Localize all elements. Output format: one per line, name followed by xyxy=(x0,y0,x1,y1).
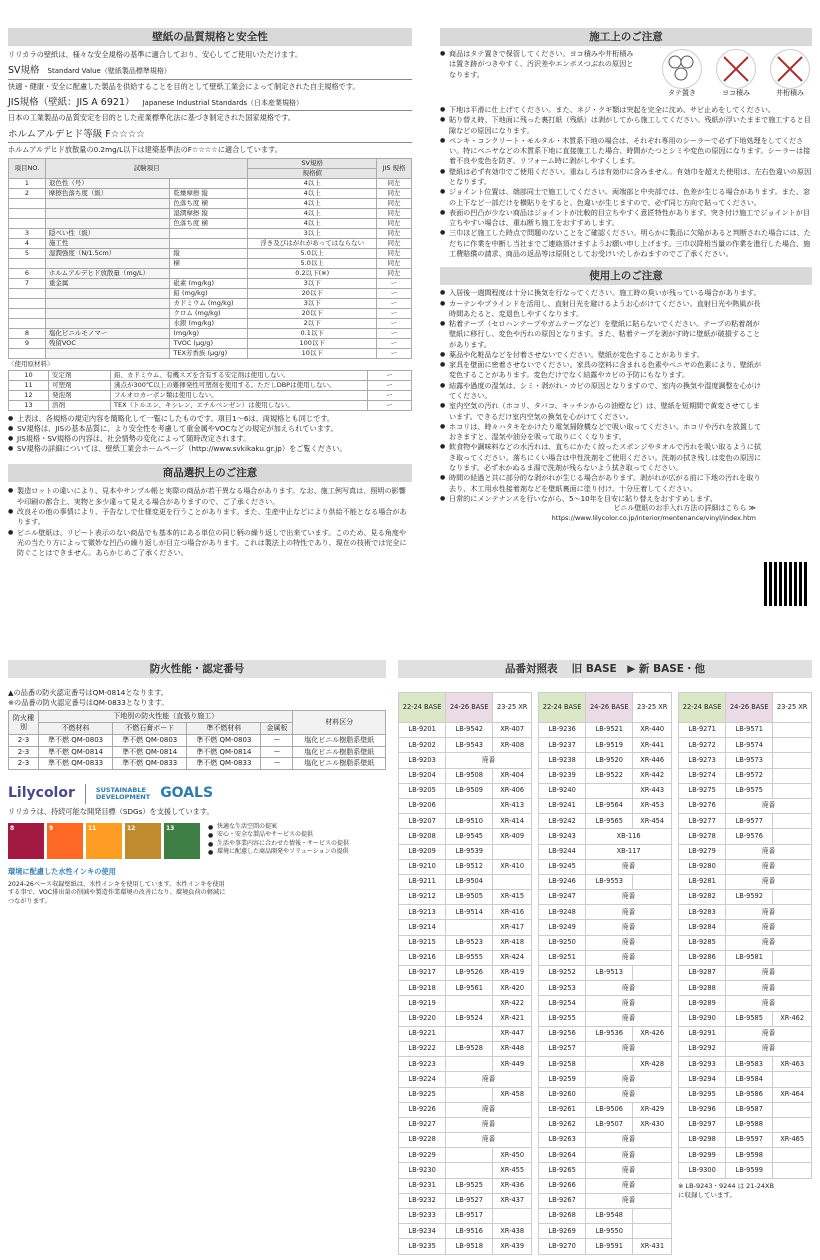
sdg-11-icon: 11 xyxy=(86,823,122,859)
table-row: 12 発泡剤 フルオロカーボン類は使用しない。 ー xyxy=(9,390,412,400)
th-no: 項目NO. xyxy=(9,159,46,179)
table-row: LB-9266 廃番 xyxy=(539,1178,672,1193)
table-row: LB-9213 LB-9514 XR-416 xyxy=(399,905,532,920)
table-row: LB-9201 LB-9542 XR-407 xyxy=(399,723,532,738)
sdg-9-icon: 9 xyxy=(47,823,83,859)
table-row: LB-9224 廃番 xyxy=(399,1072,532,1087)
quality-section xyxy=(8,28,412,558)
th-sv-val: 規格値 xyxy=(248,169,377,179)
list-item: ● 室内空気の汚れ（ホコリ、タバコ、キッチンからの油煙など）は、壁紙を短期間で黄変させてしまいます。できるだけ室内空気の換気を心がけてください。 xyxy=(440,401,762,422)
table-row: LB-9280 廃番 xyxy=(679,859,812,874)
table-row: 5 湿潤強度（N/1.5cm） 縦 5.0以上 同左 xyxy=(9,249,412,259)
table-row: LB-9217 LB-9526 XR-419 xyxy=(399,966,532,981)
table-row: LB-9241 LB-9564 XR-453 xyxy=(539,798,672,813)
table-row: LB-9292 廃番 xyxy=(679,1041,812,1056)
list-item: ● カーテンやブラインドを活用し、直射日光を避けるようお心がけてください。直射日光や熱風が長時間あたると、変退色しやすくなります。 xyxy=(440,299,762,320)
table-row: LB-9298 LB-9597 XR-465 xyxy=(679,1133,812,1148)
sdg-8-icon: 8 xyxy=(8,823,44,859)
table-row: LB-9222 LB-9528 XR-448 xyxy=(399,1041,532,1056)
quality-intro: リリカラの壁紙は、様々な安全規格の基準に適合しており、安心してご使用いただけます。 xyxy=(8,50,303,59)
list-item: ● SV規格は、JISの基本品質に、より安全性を考慮して重金属やVOCなどの規定が加えられています。 xyxy=(8,424,412,434)
table-row: LB-9239 LB-9522 XR-442 xyxy=(539,768,672,783)
table-row: LB-9263 廃番 xyxy=(539,1133,672,1148)
ink-desc: 2024-26ベース収録壁紙は、水性インキを使用しています。水性インキを使用する事で、VOC排出量の削減や製造作業環境の改善になり、環境負荷の軽減につながります。 xyxy=(8,880,226,906)
table-row: LB-9202 LB-9543 XR-408 xyxy=(399,738,532,753)
table-row: LB-9249 廃番 xyxy=(539,920,672,935)
sdgs-header xyxy=(8,784,386,804)
th-col: 準不燃材料 xyxy=(187,723,261,735)
product-table-3: 22-24 BASE 24-26 BASE 23-25 XR LB-9271 LB-9571 LB-9272 LB-9574 LB-9273 LB-9573 LB-9274 LB-9572 LB-9275 LB-9575 LB-9276 廃番 LB-9277 LB-9577 LB-9278 LB-9576 LB-9279 廃番 LB-9280 廃番 LB-9281 廃番 LB-9282 LB-9592 LB-9283 廃番 LB-9284 廃番 LB-9285 廃番 LB-9286 LB-9581 LB-9287 廃番 LB-9288 廃番 LB-9289 廃番 LB-9290 LB-9585 XR-462 LB-9291 廃番 LB-9292 廃番 LB-9293 LB-9583 XR-463 LB-9294 LB-9584 LB-9295 LB-9586 XR-464 LB-9296 LB-9587 LB-9297 LB-9588 LB-9298 LB-9597 XR-465 LB-9299 LB-9598 LB-9300 LB-9599 xyxy=(678,692,812,1179)
sv-title: SV規格 Standard Value（壁紙製品標準規格） xyxy=(8,64,412,79)
table-row: LB-9237 LB-9519 XR-441 xyxy=(539,738,672,753)
sv-desc: 快適・健康・安全に配慮した製品を供給することを目的として壁紙工業会によって制定された自主規格です。 xyxy=(8,81,360,91)
table-row: LB-9288 廃番 xyxy=(679,981,812,996)
list-item: ● 日常的にメンテナンスを行いながら、5〜10年を目安に貼り替えをおすすめします。 xyxy=(440,494,762,504)
table-row: LB-9245 廃番 xyxy=(539,859,672,874)
table-row: LB-9248 廃番 xyxy=(539,905,672,920)
selection-list xyxy=(8,486,412,558)
table-row: LB-9300 LB-9599 xyxy=(679,1163,812,1178)
table-row: LB-9284 廃番 xyxy=(679,920,812,935)
horizontal-stack-icon xyxy=(716,49,756,89)
sdgs-desc: リリカラは、持続可能な開発目標（SDGs）を支援しています。 xyxy=(8,807,214,817)
table-row: LB-9277 LB-9577 xyxy=(679,814,812,829)
use-title: 〈使用原材料〉 xyxy=(8,360,54,369)
table-row: LB-9232 LB-9527 XR-437 xyxy=(399,1193,532,1208)
list-item: ● 壁紙は必ず有効巾でご使用ください。重ねしろは有効巾に含みません。有効巾を超えた使用は、左右色違いの原因となります。 xyxy=(440,167,812,188)
table-row: LB-9252 LB-9513 xyxy=(539,966,672,981)
table-row: LB-9203 廃番 xyxy=(399,753,532,768)
list-item: ● ホコリは、時々ハタキをかけたり電気掃除機などで吸い取ってください。ホコリや汚れを放置しておきますと、湿気や油分を吸って取りにくくなります。 xyxy=(440,422,762,443)
product-table-1: 22-24 BASE 24-26 BASE 23-25 XR LB-9201 LB-9542 XR-407 LB-9202 LB-9543 XR-408 LB-9203 廃番 LB-9204 LB-9508 XR-404 LB-9205 LB-9509 XR-406 LB-9206 XR-413 LB-9207 LB-9510 XR-414 LB-9208 LB-9545 XR-409 LB-9209 LB-9539 LB-9210 LB-9512 XR-410 LB-9211 LB-9504 LB-9212 LB-9505 XR-415 LB-9213 LB-9514 XR-416 LB-9214 XR-417 LB-9215 LB-9523 XR-418 LB-9216 LB-9555 XR-424 LB-9217 LB-9526 XR-419 LB-9218 LB-9561 XR-420 LB-9219 XR-422 LB-9220 LB-9524 XR-421 LB-9221 XR-447 LB-9222 LB-9528 XR-448 LB-9223 XR-449 LB-9224 廃番 LB-9225 XR-458 LB-9226 廃番 LB-9227 廃番 LB-9228 廃番 LB-9229 XR-450 LB-9230 XR-455 LB-9231 LB-9525 XR-436 LB-9232 LB-9527 XR-437 LB-9233 LB-9517 LB-9234 LB-9516 XR-438 LB-9235 LB-9518 XR-439 xyxy=(398,692,532,1255)
fire-note1: ▲の品番の防火認定番号はQM-0814となります。 xyxy=(8,688,168,697)
table-row: 色落ち度 横 4以上 同左 xyxy=(9,219,412,229)
table-row: LB-9290 LB-9585 XR-462 xyxy=(679,1011,812,1026)
table-row: LB-9230 XR-455 xyxy=(399,1163,532,1178)
table-row: TEX芳香族 (μg/g) 10以下 ー xyxy=(9,349,412,359)
construction-list xyxy=(440,105,812,259)
table-row: 1 退色性（号） 4以上 同左 xyxy=(9,179,412,189)
table-row: カドミウム (mg/kg) 3以下 ー xyxy=(9,299,412,309)
table-row: LB-9285 廃番 xyxy=(679,935,812,950)
table-row: LB-9289 廃番 xyxy=(679,996,812,1011)
construction-title: 施工上のご注意 xyxy=(440,28,812,46)
list-item: ● 貼り替え時、下地面に残った裏打紙（残紙）は剥がしてから施工してください。残紙が浮いたままで施工すると目隙などの原因になります。 xyxy=(440,115,812,136)
table-row: LB-9223 XR-449 xyxy=(399,1057,532,1072)
table-row: LB-9291 廃番 xyxy=(679,1026,812,1041)
table-row: LB-9295 LB-9586 XR-464 xyxy=(679,1087,812,1102)
table-row: LB-9282 LB-9592 xyxy=(679,890,812,905)
quality-notes xyxy=(8,414,412,455)
table-row: LB-9233 LB-9517 xyxy=(399,1209,532,1224)
table-row: LB-9242 LB-9565 XR-454 xyxy=(539,814,672,829)
table-row: 鉛 (mg/kg) 20以下 ー xyxy=(9,289,412,299)
jis-desc: 日本の工業製品の品質安定を目的とした産業標準化法に基づき制定された国家規格です。 xyxy=(8,113,295,123)
table-row: LB-9216 LB-9555 XR-424 xyxy=(399,950,532,965)
table-row: LB-9226 廃番 xyxy=(399,1102,532,1117)
list-item: ● SV規格の詳細については、壁紙工業会ホームページ（http://www.svkikaku.gr.jp）をご覧ください。 xyxy=(8,444,412,454)
table-row: LB-9254 廃番 xyxy=(539,996,672,1011)
table-row: LB-9215 LB-9523 XR-418 xyxy=(399,935,532,950)
storage-illustrations xyxy=(660,49,812,99)
fire-table xyxy=(8,710,386,770)
table-row: LB-9221 XR-447 xyxy=(399,1026,532,1041)
table-row: 2-3 準不燃 QM-0833 準不燃 QM-0833 準不燃 QM-0833 ー 塩化ビニル樹脂系壁紙 xyxy=(9,758,386,770)
th-sv: SV規格 xyxy=(248,159,377,169)
th-class: 防火種別 xyxy=(9,711,39,735)
table-row: LB-9244 XB-117 xyxy=(539,844,672,859)
table-row: LB-9228 廃番 xyxy=(399,1133,532,1148)
table-row: LB-9206 XR-413 xyxy=(399,798,532,813)
table-row: クロム (mg/kg) 20以下 ー xyxy=(9,309,412,319)
table-row: 横 5.0以上 同左 xyxy=(9,259,412,269)
upright-roll-icon xyxy=(662,49,702,89)
table-row: LB-9231 LB-9525 XR-436 xyxy=(399,1178,532,1193)
table-row: 2-3 準不燃 QM-0803 準不燃 QM-0803 準不燃 QM-0803 ー 塩化ビニル樹脂系壁紙 xyxy=(9,734,386,746)
crisscross-stack-icon xyxy=(770,49,810,89)
care-url[interactable]: https://www.lilycolor.co.jp/interior/mentenance/vinyl/index.htm xyxy=(551,514,756,523)
table-row: LB-9275 LB-9575 xyxy=(679,783,812,798)
table-row: LB-9236 LB-9521 XR-440 xyxy=(539,723,672,738)
th-base: 下地別の防火性能（直張り施工） xyxy=(39,711,293,723)
table-row: LB-9256 LB-9536 XR-426 xyxy=(539,1026,672,1041)
table-row: LB-9281 廃番 xyxy=(679,874,812,889)
list-item: ● 家具を壁面に密着させないでください。家具の塗料に含まれる色素やベニヤの色素により、壁紙が変色することがあります。変色だけでなく結露やカビの予防にもなります。 xyxy=(440,360,762,381)
table-row: 水銀 (mg/kg) 2以下 ー xyxy=(9,319,412,329)
list-item: ● 薬品や化粧品などを付着させないでください。壁紙が変色することがあります。 xyxy=(440,350,762,360)
table-row: LB-9262 LB-9507 XR-430 xyxy=(539,1117,672,1132)
construction-section xyxy=(440,28,812,523)
list-item: ● 快適な生活空間の提案 xyxy=(208,823,349,832)
lilycolor-logo: Lilycolor xyxy=(8,785,75,802)
list-item: ● 結露や過度の湿気は、シミ・剥がれ・カビの原因となりますので、室内の換気や湿度調整を心がけてください。 xyxy=(440,381,762,402)
list-item: ● ビニル壁紙は、リピート表示のない商品でも基本的にある単位の同じ柄の繰り返しで出来ています。このため、見る角度や光の当たり方によって微妙な凹凸の繰り返しが目立つ場合があります。これは製法上の特性であり、現在の技術では完全に防ぐことはできません。あらかじめご了承ください。 xyxy=(8,528,412,559)
table-row: LB-9208 LB-9545 XR-409 xyxy=(399,829,532,844)
table-row: 2-3 準不燃 QM-0814 準不燃 QM-0814 準不燃 QM-0814 ー 塩化ビニル樹脂系壁紙 xyxy=(9,746,386,758)
table-row: LB-9278 LB-9576 xyxy=(679,829,812,844)
table-row: 9 残留VOC TVOC (μg/g) 100以下 ー xyxy=(9,339,412,349)
ink-title: 環境に配慮した水性インキの使用 xyxy=(8,867,116,877)
table-row: LB-9220 LB-9524 XR-421 xyxy=(399,1011,532,1026)
table-row: 湿潤摩擦 縦 4以上 同左 xyxy=(9,209,412,219)
quality-table xyxy=(8,158,412,359)
table-row: LB-9259 廃番 xyxy=(539,1072,672,1087)
list-item: ● ジョイント位置は、端部同士で施工してください。両端部と中央部では、色差が生じる場合があります。また、窓の上下など一部だけを横貼りをすると、色違いが生じますので、必ず同じ方向で貼ってください。 xyxy=(440,187,812,208)
usage-title: 使用上のご注意 xyxy=(440,267,812,285)
form-desc: ホルムアルデヒド放散量の0.2mg/L以下は建築基準法のF☆☆☆☆に適合しています。 xyxy=(8,145,282,155)
list-item: ● 生活や事業内容に合わせた情報・サービスの提供 xyxy=(208,840,349,849)
sdg-12-icon: 12 xyxy=(125,823,161,859)
table-row: LB-9272 LB-9574 xyxy=(679,738,812,753)
table-row: LB-9251 廃番 xyxy=(539,950,672,965)
care-link-text[interactable]: ビニル壁紙のお手入れ方法の詳細はこちら ≫ xyxy=(613,504,756,513)
table-row: LB-9204 LB-9508 XR-404 xyxy=(399,768,532,783)
table-row: LB-9214 XR-417 xyxy=(399,920,532,935)
jis-title: JIS規格（壁紙：JIS A 6921） Japanese Industrial Standards（日本産業規格） xyxy=(8,96,412,111)
th-col: 不燃材料 xyxy=(39,723,113,735)
table-row: 8 塩化ビニルモノマー (mg/kg) 0.1以下 ー xyxy=(9,329,412,339)
list-item: ● JIS規格・SV規格の内容は、社会情勢の変化によって随時改定されます。 xyxy=(8,434,412,444)
table-row: 6 ホルムアルデヒド放散量（mg/L） 0.2以下(※) 同左 xyxy=(9,269,412,279)
list-item: ● 三巾ほど施工した時点で問題のないことをご確認ください。明らかに製品に欠陥があると判断された場合には、ただちに作業を中断し当社までご連絡頂けますようお願い申し上げます。三巾以降相当量の作業を進行した場合、施工費賠償の請求、商品の返品等は原則としてお受けいたしかねますのでご了承ください。 xyxy=(440,228,812,259)
table-row: LB-9270 LB-9591 XR-431 xyxy=(539,1239,672,1254)
list-item: ● 製造ロットの違いにより、見本やサンプル帳と実際の商品が若干異なる場合があります。なお、施工例写真は、照明の影響や印刷の都合上、実物と多少違って見える場合がありますので、ご了承ください。 xyxy=(8,486,412,507)
table-row: 10 安定剤 鉛、カドミウム、有機スズを含有する安定剤は使用しない。 ー xyxy=(9,370,412,380)
list-item: ● 表面の凹凸が少ない商品はジョイントが比較的目立ちやすく意匠特性があります。突き付け施工でジョイントが目立ちやすい場合は、重ね断ち施工をおすすめします。 xyxy=(440,208,812,229)
table-row: LB-9218 LB-9561 XR-420 xyxy=(399,981,532,996)
table-row: LB-9267 廃番 xyxy=(539,1193,672,1208)
usage-list xyxy=(440,288,762,504)
th-jis: JIS 規格 xyxy=(377,159,412,179)
use-table xyxy=(8,370,412,411)
th-col: 金属板 xyxy=(261,723,293,735)
th-mat: 材料区分 xyxy=(293,711,386,735)
list-item: ● 入居後一週間程度は十分に換気を行なってください。施工時の臭いが残っている場合があります。 xyxy=(440,288,762,298)
product-title: 品番対照表 旧 BASE ▶ 新 BASE・他 xyxy=(398,660,812,678)
form-title: ホルムアルデヒド等級 F☆☆☆☆ xyxy=(8,128,412,143)
product-section xyxy=(398,660,812,1255)
table-row: LB-9247 廃番 xyxy=(539,890,672,905)
table-row: LB-9234 LB-9516 XR-438 xyxy=(399,1224,532,1239)
table-row: LB-9258 XR-428 xyxy=(539,1057,672,1072)
table-row: 2 摩擦色落ち度（級） 乾燥摩擦 縦 4以上 同左 xyxy=(9,189,412,199)
fire-section xyxy=(8,660,386,907)
table-row: LB-9273 LB-9573 xyxy=(679,753,812,768)
table-row: 色落ち度 横 4以上 同左 xyxy=(9,199,412,209)
table-row: LB-9229 XR-450 xyxy=(399,1148,532,1163)
table-row: LB-9253 廃番 xyxy=(539,981,672,996)
table-row: LB-9269 LB-9550 xyxy=(539,1224,672,1239)
table-row: LB-9238 LB-9520 XR-446 xyxy=(539,753,672,768)
list-item: ● 改良その他の事情により、予告なしで仕様変更を行うことがあります。また、生産中止などにより供給不能となる場合があります。 xyxy=(8,507,412,528)
table-row: LB-9268 LB-9548 xyxy=(539,1209,672,1224)
table-row: LB-9287 廃番 xyxy=(679,966,812,981)
table-row: LB-9219 XR-422 xyxy=(399,996,532,1011)
selection-title: 商品選択上のご注意 xyxy=(8,464,412,482)
table-row: LB-9257 廃番 xyxy=(539,1041,672,1056)
table-row: LB-9243 XB-116 xyxy=(539,829,672,844)
ill-label-upright: タテ置き xyxy=(668,89,696,97)
table-row: LB-9212 LB-9505 XR-415 xyxy=(399,890,532,905)
table-row: LB-9250 廃番 xyxy=(539,935,672,950)
qr-code[interactable] xyxy=(764,562,808,609)
quality-title: 壁紙の品質規格と安全性 xyxy=(8,28,412,46)
table-row: LB-9207 LB-9510 XR-414 xyxy=(399,814,532,829)
table-row: LB-9246 LB-9553 xyxy=(539,874,672,889)
table-row: LB-9264 廃番 xyxy=(539,1148,672,1163)
goals-word: GOALS xyxy=(160,785,214,802)
list-item: ● 上表は、各規格の規定内容を簡略化して一覧にしたものです。項目1〜6は、両規格とも同じです。 xyxy=(8,414,412,424)
th-col: 不燃石膏ボード xyxy=(113,723,187,735)
sdg-points xyxy=(208,823,349,857)
construction-intro: ● 商品はタテ置きで保管してください。ヨコ積みや井桁積みは置き跡がつきやすく、汚沢差やエンボスつぶれの原因となります。 xyxy=(440,49,640,80)
product-footnote: ※ LB-9243・9244 は 21-24XB に収録しています。 xyxy=(678,1181,774,1199)
list-item: ● ベンキ・コンクリート・モルタル・木質系下地の場合は、それぞれ専用のシーラーで必ず下地処理をしてください。特にベニヤなどの木質系下地に直接施工した場合、時間がたつとシミや変色の原因になります。シーラーは接着不良や変色を防ぎ、リフォーム時に剥がしやすくします。 xyxy=(440,136,812,167)
table-row: LB-9274 LB-9572 xyxy=(679,768,812,783)
table-row: LB-9283 廃番 xyxy=(679,905,812,920)
sdg-13-icon: 13 xyxy=(164,823,200,859)
table-row: LB-9205 LB-9509 XR-406 xyxy=(399,783,532,798)
table-row: LB-9210 LB-9512 XR-410 xyxy=(399,859,532,874)
product-table-2: 22-24 BASE 24-26 BASE 23-25 XR LB-9236 LB-9521 XR-440 LB-9237 LB-9519 XR-441 LB-9238 LB-9520 XR-446 LB-9239 LB-9522 XR-442 LB-9240 XR-443 LB-9241 LB-9564 XR-453 LB-9242 LB-9565 XR-454 LB-9243 XB-116 LB-9244 XB-117 LB-9245 廃番 LB-9246 LB-9553 LB-9247 廃番 LB-9248 廃番 LB-9249 廃番 LB-9250 廃番 LB-9251 廃番 LB-9252 LB-9513 LB-9253 廃番 LB-9254 廃番 LB-9255 廃番 LB-9256 LB-9536 XR-426 LB-9257 廃番 LB-9258 XR-428 LB-9259 廃番 LB-9260 廃番 LB-9261 LB-9506 XR-429 LB-9262 LB-9507 XR-430 LB-9263 廃番 LB-9264 廃番 LB-9265 廃番 LB-9266 廃番 LB-9267 廃番 LB-9268 LB-9548 LB-9269 LB-9550 LB-9270 LB-9591 XR-431 xyxy=(538,692,672,1255)
table-row: 13 溶剤 TEX（トルエン、キシレン、エチルベンゼン）は使用しない。 ー xyxy=(9,400,412,410)
table-row: LB-9211 LB-9504 xyxy=(399,874,532,889)
th-item: 試験項目 xyxy=(45,159,247,179)
ill-label-crisscross: 井桁積み xyxy=(776,89,804,97)
table-row: LB-9286 LB-9581 xyxy=(679,950,812,965)
table-row: LB-9261 LB-9506 XR-429 xyxy=(539,1102,672,1117)
table-row: LB-9293 LB-9583 XR-463 xyxy=(679,1057,812,1072)
table-row: LB-9225 XR-458 xyxy=(399,1087,532,1102)
table-row: LB-9297 LB-9588 xyxy=(679,1117,812,1132)
table-row: LB-9294 LB-9584 xyxy=(679,1072,812,1087)
table-row: LB-9271 LB-9571 xyxy=(679,723,812,738)
table-row: LB-9240 XR-443 xyxy=(539,783,672,798)
table-row: LB-9260 廃番 xyxy=(539,1087,672,1102)
list-item: ● 安心・安全な製品やサービスの提供 xyxy=(208,831,349,840)
fire-note2: ※の品番の防火認定番号はQM-0833となります。 xyxy=(8,698,169,708)
ill-label-horizontal: ヨコ積み xyxy=(722,89,750,97)
table-row: LB-9255 廃番 xyxy=(539,1011,672,1026)
table-row: LB-9227 廃番 xyxy=(399,1117,532,1132)
list-item: ● 環境に配慮した商品開発やソリューションの提供 xyxy=(208,848,349,857)
fire-title: 防火性能・認定番号 xyxy=(8,660,386,678)
table-row: LB-9235 LB-9518 XR-439 xyxy=(399,1239,532,1254)
table-row: LB-9299 LB-9598 xyxy=(679,1148,812,1163)
table-row: 4 施工性 浮き及びはがれがあってはならない 同左 xyxy=(9,239,412,249)
table-row: LB-9296 LB-9587 xyxy=(679,1102,812,1117)
table-row: 7 重金属 砒素 (mg/kg) 3以下 ー xyxy=(9,279,412,289)
list-item: ● 粘着テープ（セロハンテープやガムテープなど）を壁紙に貼らないでください。テープの粘着剤が壁紙に移行し、変色や汚れの原因となります。また、粘着テープを剥がす時に壁紙が破損することがあります。 xyxy=(440,319,762,350)
list-item: ● 時間の経過と共に部分的な剥がれが生じる場合があります。剥がれが広がる前に下地の汚れを取り去り、木工用水性接着剤などを壁紙裏面に塗り付け、十分圧着してください。 xyxy=(440,473,762,494)
table-row: LB-9209 LB-9539 xyxy=(399,844,532,859)
table-row: LB-9279 廃番 xyxy=(679,844,812,859)
list-item: ● 飲食物や調味料などの水汚れは、直ちにかたく絞ったスポンジやタオルで汚れを吸い取るように拭き取ってください。落ちにくい場合は中性洗剤をご使用ください。洗剤の拭き残しは変色の原因になります。必ず水かぬるま湯で洗剤が残らないよう拭き取ってください。 xyxy=(440,442,762,473)
list-item: ● 下地は平滑に仕上げてください。また、ネジ・クギ類は突起を完全に沈め、サビ止めをしてください。 xyxy=(440,105,812,115)
sdg-icons xyxy=(8,823,200,859)
table-row: LB-9265 廃番 xyxy=(539,1163,672,1178)
table-row: LB-9276 廃番 xyxy=(679,798,812,813)
table-row: 3 隠ぺい性（級） 3以上 同左 xyxy=(9,229,412,239)
sdgs-logo: SUSTAINABLE DEVELOPMENT xyxy=(95,786,151,802)
table-row: 11 可塑剤 沸点が300℃以上の難揮発性可塑剤を使用する。ただしDBPは使用しない。 ー xyxy=(9,380,412,390)
